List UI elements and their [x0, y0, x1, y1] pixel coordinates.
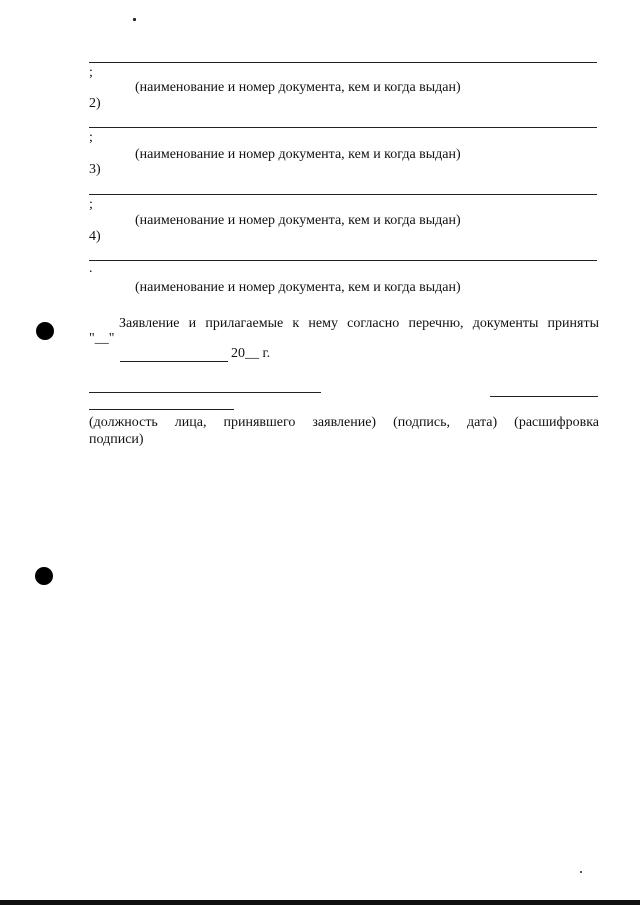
document-entry-line	[89, 260, 597, 261]
document-entry-line	[89, 127, 597, 128]
punch-hole-top	[36, 322, 54, 340]
scan-speck	[580, 871, 582, 873]
entry-number: 4)	[89, 229, 101, 244]
date-year: 20__ г.	[231, 346, 271, 361]
acceptance-text: Заявление и прилагаемые к нему согласно перечню, документы приняты	[119, 316, 599, 331]
entry-number: 3)	[89, 162, 101, 177]
entry-caption: (наименование и номер документа, кем и когда выдан)	[135, 280, 461, 295]
entry-caption: (наименование и номер документа, кем и когда выдан)	[135, 147, 461, 162]
position-signature-line	[89, 392, 321, 393]
document-entry-line	[89, 62, 597, 63]
date-month-line	[120, 361, 228, 362]
decryption-signature-line	[490, 396, 598, 397]
signature-caption-continued: подписи)	[89, 432, 144, 447]
document-entry-line	[89, 194, 597, 195]
date-day-quote: "__"	[89, 331, 115, 346]
signature-caption: (должность лица, принявшего заявление) (подпись, дата) (расшифровка	[89, 415, 599, 430]
entry-number: 2)	[89, 96, 101, 111]
entry-marker: .	[89, 261, 93, 276]
punch-hole-bottom	[35, 567, 53, 585]
scan-speck	[133, 18, 136, 21]
scan-bottom-edge	[0, 900, 640, 905]
entry-marker: ;	[89, 197, 93, 212]
entry-caption: (наименование и номер документа, кем и когда выдан)	[135, 213, 461, 228]
entry-marker: ;	[89, 65, 93, 80]
position-line-short	[89, 409, 234, 410]
entry-marker: ;	[89, 130, 93, 145]
entry-caption: (наименование и номер документа, кем и когда выдан)	[135, 80, 461, 95]
